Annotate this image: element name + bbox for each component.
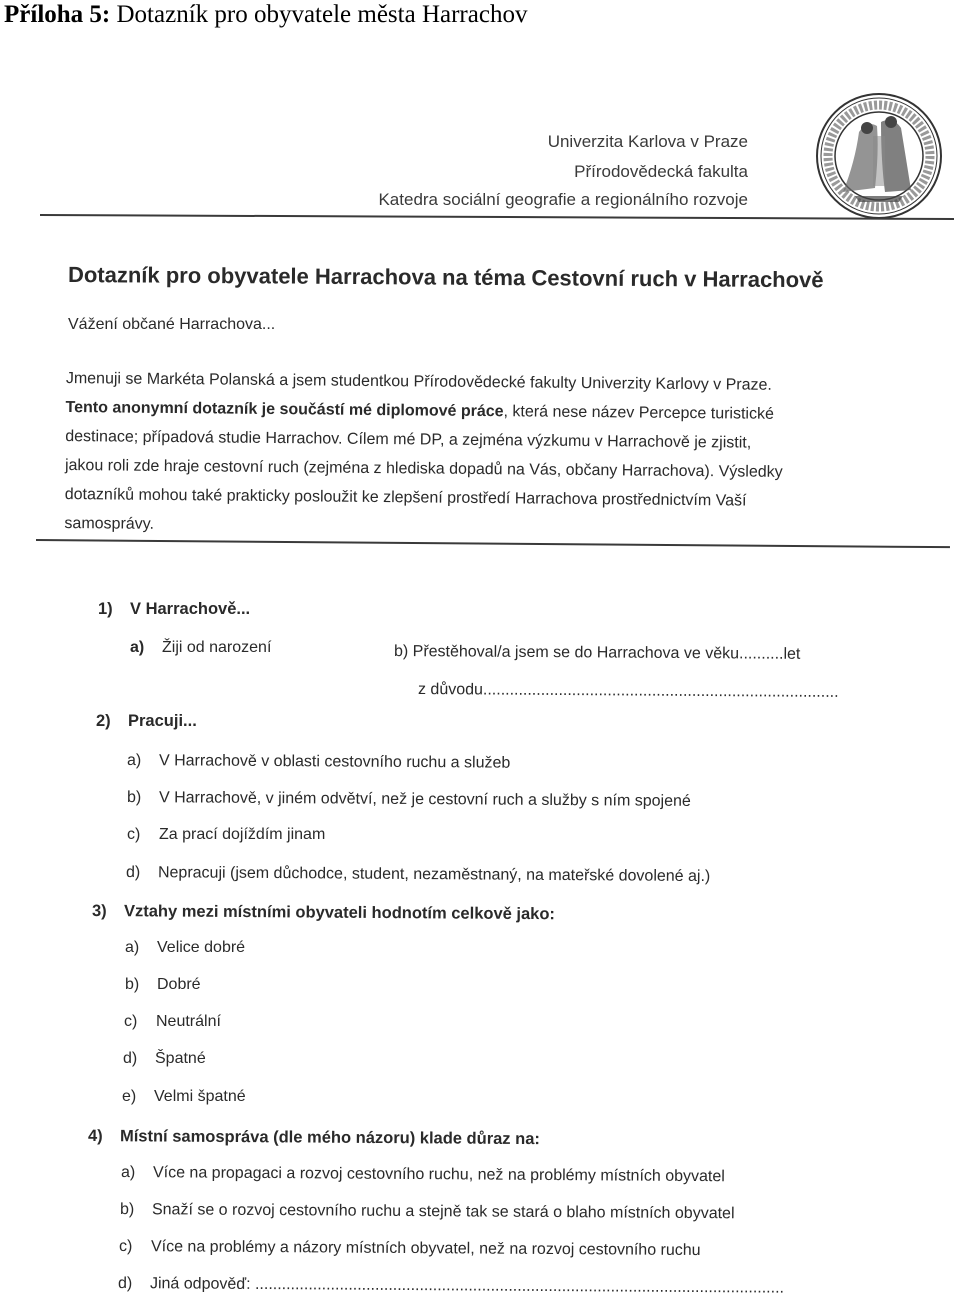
option-letter: c) bbox=[124, 1013, 138, 1030]
question-text: Místní samospráva (dle mého názoru) klade důraz na: bbox=[119, 1127, 540, 1149]
intro-bold-text: Tento anonymní dotazník je součástí mé diplomové práce bbox=[65, 398, 504, 421]
option-3d[interactable] bbox=[123, 1050, 206, 1068]
document-title: Dotazník pro obyvatele Harrachova na téma Cestovní ruch v Harrachově bbox=[67, 262, 824, 293]
option-letter: a) bbox=[125, 939, 140, 956]
option-3a[interactable] bbox=[125, 939, 245, 957]
option-2b[interactable] bbox=[127, 789, 691, 811]
option-text: V Harrachově, v jiném odvětví, než je cestovní ruch a služby s ním spojené bbox=[158, 789, 691, 810]
option-letter: a) bbox=[120, 1164, 136, 1182]
option-text: V Harrachově v oblasti cestovního ruchu a služeb bbox=[158, 752, 511, 772]
option-letter: b) bbox=[119, 1201, 135, 1219]
option-3b[interactable] bbox=[125, 976, 201, 994]
question-4 bbox=[88, 1127, 540, 1149]
question-2 bbox=[96, 712, 197, 731]
option-4b[interactable] bbox=[120, 1201, 735, 1223]
question-3 bbox=[92, 902, 555, 924]
option-4a[interactable] bbox=[121, 1164, 725, 1186]
option-text: Dobré bbox=[157, 976, 201, 993]
intro-line: Jmenuji se Markéta Polanská a jsem studentkou Přírodovědecké fakulty Univerzity Karlovy v Praze. bbox=[65, 369, 773, 394]
option-text: Velmi špatné bbox=[154, 1088, 246, 1105]
intro-line: dotazníků mohou také prakticky posloužit ke zlepšení prostředí Harrachova prostřednictvím Vaší bbox=[64, 485, 747, 510]
option-3e[interactable] bbox=[122, 1088, 246, 1106]
question-number: 4) bbox=[87, 1127, 103, 1146]
option-1b-reason[interactable] bbox=[418, 681, 839, 702]
intro-line: samosprávy. bbox=[64, 514, 155, 533]
question-number: 3) bbox=[91, 902, 107, 921]
question-number: 1) bbox=[98, 600, 113, 618]
intro-text: , která nese název Percepce turistické bbox=[503, 403, 775, 423]
option-text: Více na propagaci a rozvoj cestovního ruchu, než na problémy místních obyvatel bbox=[152, 1164, 725, 1186]
option-letter: a) bbox=[130, 639, 145, 656]
question-number: 2) bbox=[96, 712, 111, 730]
option-4c[interactable] bbox=[119, 1238, 701, 1260]
intro-line: destinace; případová studie Harrachov. Cílem mé DP, a zejména výzkumu v Harrachově je zjistit, bbox=[65, 427, 752, 452]
option-letter: c) bbox=[127, 826, 141, 843]
option-2a[interactable] bbox=[127, 752, 510, 773]
salutation: Vážení občané Harrachova... bbox=[68, 316, 276, 333]
question-text: Vztahy mezi místními obyvateli hodnotím celkově jako: bbox=[123, 902, 556, 924]
faculty-name: Přírodovědecká fakulta bbox=[574, 162, 748, 181]
caption-text: Dotazník pro obyvatele města Harrachov bbox=[110, 1, 528, 28]
option-text: Jiná odpověď: ....................................................................................................................... bbox=[149, 1275, 785, 1297]
option-1b[interactable] bbox=[394, 643, 801, 664]
option-text: Nepracuji (jsem důchodce, student, nezaměstnaný, na mateřské dovolené aj.) bbox=[157, 864, 711, 886]
university-seal-icon bbox=[815, 92, 943, 220]
option-letter: d) bbox=[125, 864, 141, 882]
option-text: b) Přestěhoval/a jsem se do Harrachova ve věku..........let bbox=[393, 643, 801, 663]
option-2c[interactable] bbox=[127, 826, 325, 844]
option-3c[interactable] bbox=[124, 1013, 221, 1031]
caption-label: Příloha 5: bbox=[4, 1, 111, 28]
option-text: z důvodu................................................................................ bbox=[417, 681, 839, 701]
option-text: Žiji od narození bbox=[162, 639, 272, 656]
option-text: Špatné bbox=[155, 1050, 206, 1067]
page-caption bbox=[4, 0, 527, 30]
option-letter: a) bbox=[126, 752, 142, 770]
option-letter: b) bbox=[125, 976, 140, 993]
option-letter: d) bbox=[123, 1050, 138, 1067]
university-name: Univerzita Karlova v Praze bbox=[547, 132, 748, 151]
option-1a[interactable] bbox=[130, 639, 271, 657]
department-name: Katedra sociální geografie a regionálního rozvoje bbox=[378, 190, 748, 209]
option-text: Za prací dojíždím jinam bbox=[159, 826, 326, 843]
question-text: V Harrachově... bbox=[130, 600, 251, 618]
intro-paragraph bbox=[64, 364, 916, 546]
option-4d[interactable] bbox=[118, 1275, 784, 1298]
option-letter: c) bbox=[118, 1238, 133, 1256]
option-text: Snaží se o rozvoj cestovního ruchu a stejně tak se stará o blaho místních obyvatel bbox=[151, 1201, 735, 1223]
intro-line: jakou roli zde hraje cestovní ruch (zejména z hlediska dopadů na Vás, občany Harrachova). Výsledky bbox=[64, 456, 783, 481]
option-letter: b) bbox=[126, 789, 142, 807]
option-text: Velice dobré bbox=[157, 939, 246, 956]
option-2d[interactable] bbox=[126, 864, 710, 886]
option-text: Neutrální bbox=[156, 1013, 221, 1030]
question-text: Pracuji... bbox=[128, 712, 197, 730]
option-letter: e) bbox=[122, 1088, 137, 1105]
question-1 bbox=[98, 600, 250, 619]
option-letter: d) bbox=[117, 1275, 133, 1293]
option-text: Více na problémy a názory místních obyvatel, než na rozvoj cestovního ruchu bbox=[150, 1238, 701, 1260]
